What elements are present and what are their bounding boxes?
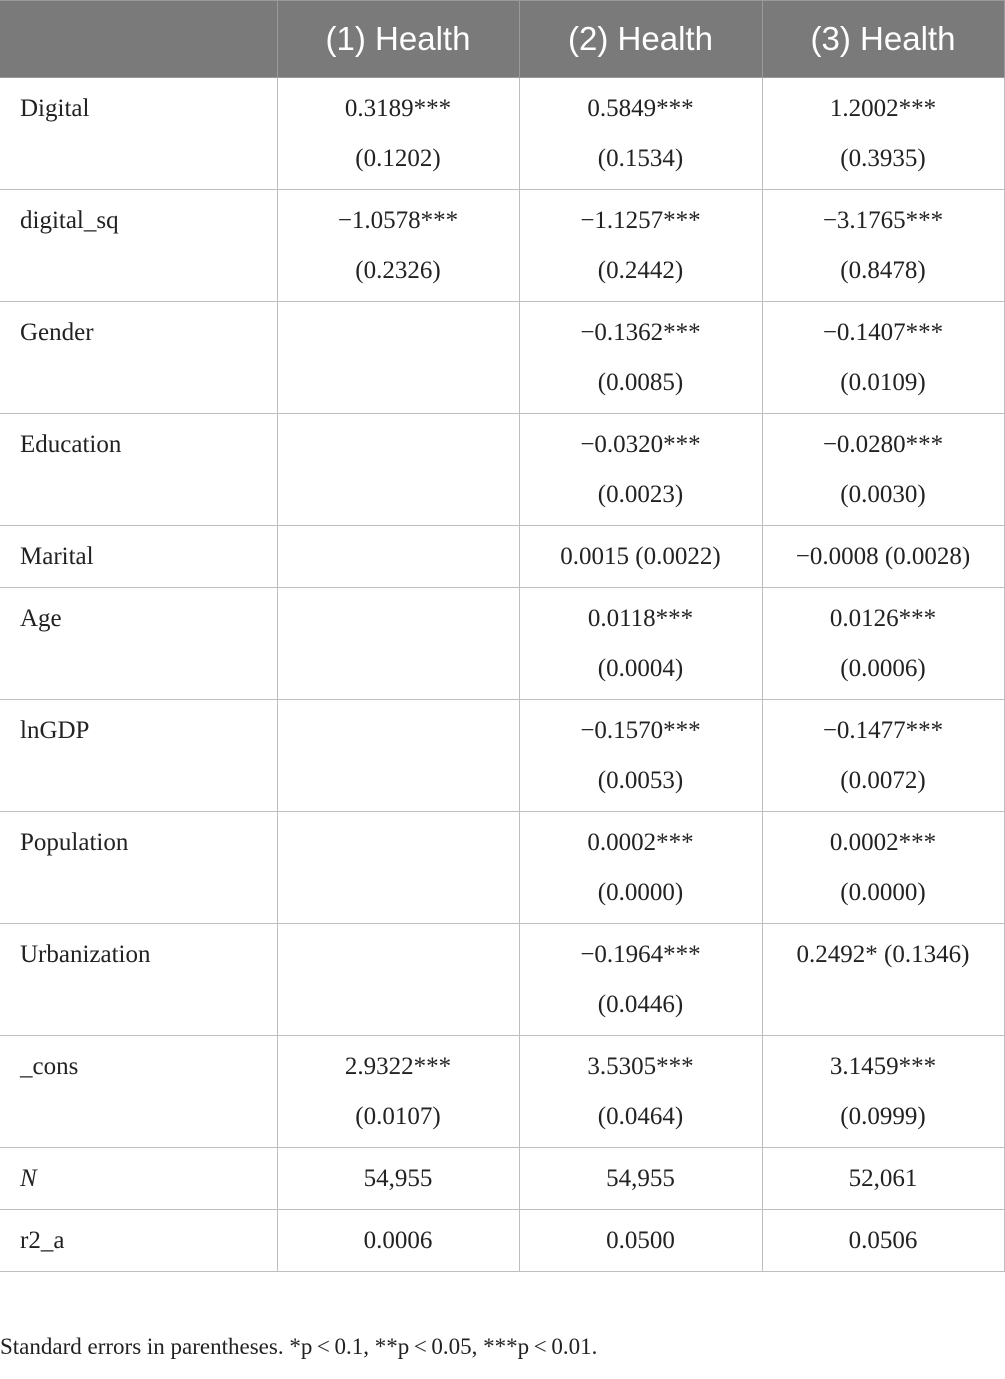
cell — [762, 1148, 1004, 1210]
cell — [519, 414, 762, 526]
row-gender — [0, 302, 1004, 414]
std-error: (0.1202) — [355, 145, 441, 172]
coefficient: −0.1477*** — [822, 717, 944, 744]
row-digital — [0, 78, 1004, 190]
std-error: (0.0000) — [840, 879, 926, 906]
row-label: Population — [0, 812, 277, 924]
coefficient: 3.1459*** — [829, 1053, 937, 1080]
row-age — [0, 588, 1004, 700]
std-error: (0.0464) — [597, 1103, 684, 1130]
std-error: (0.0023) — [597, 481, 684, 508]
coefficient: 0.0015 (0.0022) — [560, 543, 721, 570]
coefficient: 0.5849*** — [587, 95, 694, 122]
coefficient: 0.0002*** — [587, 829, 694, 856]
std-error: (0.0030) — [840, 481, 926, 508]
row-label: Digital — [0, 78, 277, 190]
cell-empty — [277, 812, 519, 924]
row-n — [0, 1148, 1004, 1210]
coefficient: −3.1765*** — [822, 207, 944, 234]
cell — [762, 812, 1004, 924]
cell — [519, 1036, 762, 1148]
coefficient: −0.0320*** — [580, 431, 701, 458]
coefficient: −0.0280*** — [822, 431, 944, 458]
coefficient: 1.2002*** — [829, 95, 937, 122]
cell — [762, 414, 1004, 526]
coefficient: −0.1362*** — [580, 319, 701, 346]
coefficient: 3.5305*** — [587, 1053, 694, 1080]
cell — [277, 190, 519, 302]
header-model-1: (1) Health — [277, 1, 519, 78]
cell — [519, 924, 762, 1036]
observations: 54,955 — [363, 1165, 433, 1192]
cell — [762, 588, 1004, 700]
cell — [762, 190, 1004, 302]
header-row — [0, 1, 1004, 78]
cell-empty — [277, 924, 519, 1036]
row-marital — [0, 526, 1004, 588]
cell — [519, 1210, 762, 1272]
coefficient: 0.0002*** — [829, 829, 937, 856]
cell-empty — [277, 526, 519, 588]
cell — [519, 588, 762, 700]
row-label: Marital — [0, 526, 277, 588]
coefficient: 0.3189*** — [344, 95, 452, 122]
std-error: (0.0000) — [597, 879, 684, 906]
row-label: _cons — [0, 1036, 277, 1148]
row-cons — [0, 1036, 1004, 1148]
coefficient: −0.1570*** — [580, 717, 701, 744]
cell — [277, 1036, 519, 1148]
cell — [277, 1148, 519, 1210]
std-error: (0.3935) — [840, 145, 926, 172]
row-label: Age — [0, 588, 277, 700]
cell — [519, 812, 762, 924]
row-lngdp — [0, 700, 1004, 812]
coefficient: −0.0008 (0.0028) — [795, 543, 971, 570]
cell — [762, 302, 1004, 414]
coefficient: 0.0126*** — [829, 605, 937, 632]
std-error: (0.0053) — [597, 767, 684, 794]
coefficient: −0.1407*** — [822, 319, 944, 346]
coefficient: 2.9322*** — [344, 1053, 452, 1080]
coefficient: 0.0118*** — [587, 605, 694, 632]
cell — [519, 190, 762, 302]
observations: 52,061 — [848, 1165, 918, 1192]
coefficient: 0.2492* (0.1346) — [796, 941, 970, 968]
cell — [762, 1036, 1004, 1148]
header-model-3: (3) Health — [762, 1, 1004, 78]
cell — [762, 924, 1004, 1036]
std-error: (0.0072) — [840, 767, 926, 794]
observations: 54,955 — [606, 1165, 675, 1192]
cell — [277, 78, 519, 190]
cell-empty — [277, 700, 519, 812]
row-label: Urbanization — [0, 924, 277, 1036]
row-label: Gender — [0, 302, 277, 414]
cell — [519, 302, 762, 414]
cell — [762, 526, 1004, 588]
cell — [277, 1210, 519, 1272]
cell — [762, 700, 1004, 812]
cell — [519, 78, 762, 190]
row-label: N — [0, 1148, 277, 1210]
std-error: (0.0107) — [355, 1103, 441, 1130]
header-blank — [0, 1, 277, 78]
std-error: (0.0006) — [840, 655, 926, 682]
std-error: (0.0004) — [597, 655, 684, 682]
row-label: digital_sq — [0, 190, 277, 302]
std-error: (0.0999) — [840, 1103, 926, 1130]
cell — [519, 526, 762, 588]
coefficient: −1.0578*** — [337, 207, 459, 234]
cell — [519, 700, 762, 812]
row-label: r2_a — [0, 1210, 277, 1272]
cell-empty — [277, 302, 519, 414]
adjusted-r2: 0.0500 — [606, 1227, 675, 1254]
header-model-2: (2) Health — [519, 1, 762, 78]
cell — [762, 78, 1004, 190]
row-population — [0, 812, 1004, 924]
coefficient: −0.1964*** — [580, 941, 701, 968]
std-error: (0.8478) — [840, 257, 926, 284]
row-education — [0, 414, 1004, 526]
row-label: lnGDP — [0, 700, 277, 812]
std-error: (0.0446) — [597, 991, 684, 1018]
coefficient: −1.1257*** — [580, 207, 701, 234]
row-digital-sq — [0, 190, 1004, 302]
std-error: (0.0085) — [597, 369, 684, 396]
std-error: (0.0109) — [840, 369, 926, 396]
std-error: (0.1534) — [597, 145, 684, 172]
table-footnote: Standard errors in parentheses. *p < 0.1, **p < 0.05, ***p < 0.01. — [0, 1334, 598, 1359]
std-error: (0.2326) — [355, 257, 441, 284]
cell-empty — [277, 414, 519, 526]
adjusted-r2: 0.0506 — [848, 1227, 918, 1254]
cell-empty — [277, 588, 519, 700]
cell — [762, 1210, 1004, 1272]
row-urbanization — [0, 924, 1004, 1036]
adjusted-r2: 0.0006 — [363, 1227, 433, 1254]
row-label: Education — [0, 414, 277, 526]
row-r2a — [0, 1210, 1004, 1272]
std-error: (0.2442) — [597, 257, 684, 284]
cell — [519, 1148, 762, 1210]
